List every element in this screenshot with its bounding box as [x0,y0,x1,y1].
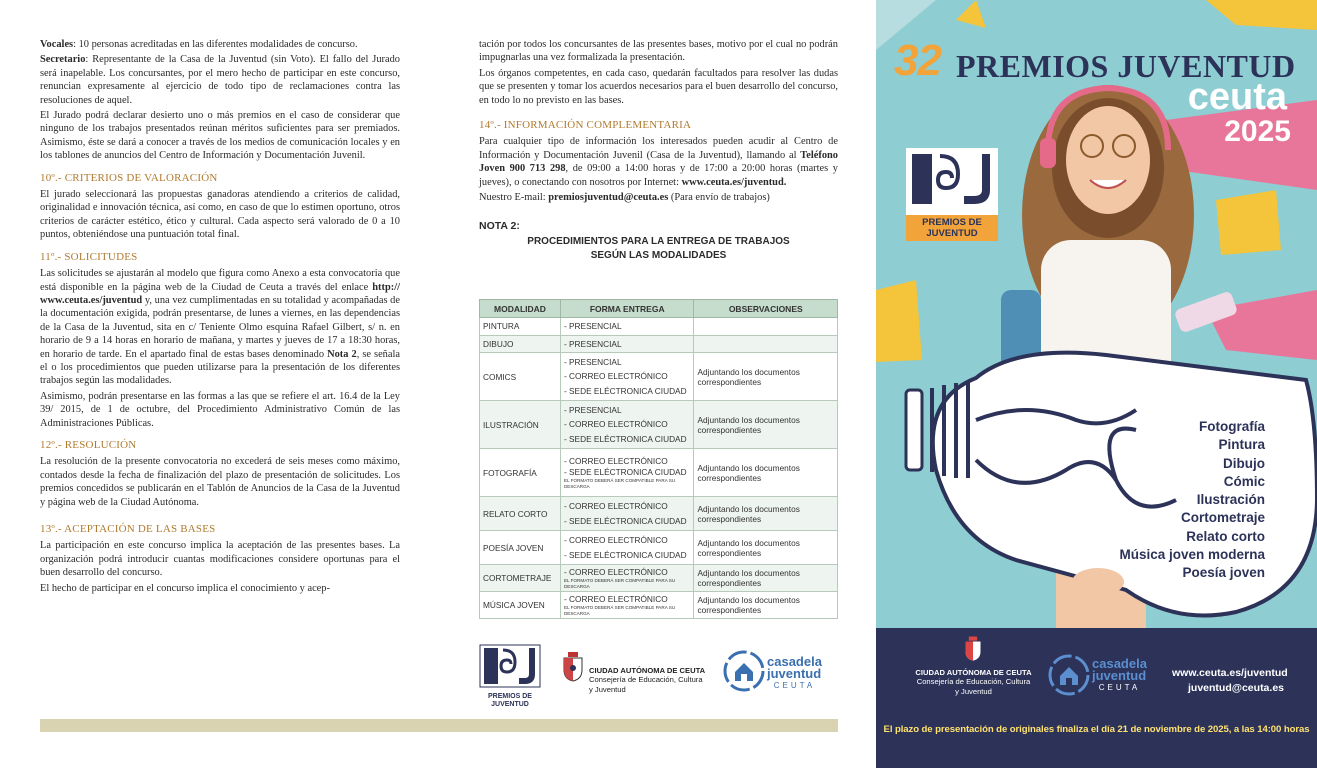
modalidad-cell: RELATO CORTO [480,497,561,531]
section-14-text-a: Para cualquier tipo de información los interesados pueden acudir al Centro de Información y Documentación Juvenil (Casa de la Juventud), llamando al [479,136,838,161]
forma-entrega-line: - PRESENCIAL [563,356,622,367]
section-13-text-1: La participación en este concurso implica la aceptación de las presentes bases. La organización podrá introducir cuantas modificaciones considere oportunas para el buen desarrollo del concurso. [40,540,400,579]
email-label: Nuestro E-mail: [479,192,549,204]
observaciones-cell: Adjuntando los documentos correspondientes [694,449,838,497]
forma-entrega-line: - PRESENCIAL [563,404,622,415]
footer-ca-name: CIUDAD AUTÓNOMA DE CEUTA [915,668,1032,677]
forma-entrega-line: - CORREO ELECTRÓNICO [563,593,668,604]
ciudad-autonoma-logo [561,650,706,700]
footer-ca-sub-1: Consejería de Educación, Cultura [916,677,1031,686]
footer-casa-line-2: juventud [1092,668,1147,683]
jurado-paragraph: El Jurado podrá declarar desierto uno o más premios en el caso de considerar que ninguno de los trabajos presentados reúnan méritos suficientes para ser premiados. Asimismo, éste se dará a conocer a través de los medios de comunicación locales y en los tablones de anuncios del Centro de Información y Documentación Juvenil. [40,110,400,162]
section-11-text-2: Asimismo, podrán presentarse en las formas a las que se refiere el art. 16.4 de la Ley 39/ 2015, de 1 de octubre, del Procedimiento Administrativo Común de las Administraciones Públicas. [40,390,400,429]
table-row [480,592,838,619]
email-paragraph [479,191,838,204]
category-item: Dibujo [1223,455,1265,471]
footer-casa-juventud-icon [1048,654,1090,696]
section-14-text [479,135,838,189]
cover-footer [876,628,1317,768]
header-forma-entrega: FORMA ENTREGA [560,300,694,318]
table-row [480,353,838,401]
casa-line-3: CEUTA [773,681,816,690]
ca-sub-2: y Juventud [589,684,626,694]
forma-entrega-line: - CORREO ELECTRÓNICO [563,371,668,382]
email-link[interactable]: premiosjuventud@ceuta.es [548,192,669,204]
table-row [480,335,838,353]
forma-entrega-line: - CORREO ELECTRÓNICO [563,566,668,577]
section-14-title: 14º.- INFORMACIÓN COMPLEMENTARIA [479,119,692,132]
footer-logos [479,642,839,708]
category-item: Ilustración [1196,492,1265,508]
category-item: Poesía joven [1182,565,1265,581]
nota-2-subtitle-1: PROCEDIMIENTOS PARA LA ENTREGA DE TRABAJOS [527,235,790,247]
forma-entrega-cell [560,318,694,336]
footer-email-link[interactable]: juventud@ceuta.es [1187,682,1284,694]
table-row [480,449,838,497]
cover-pj-logo-text [906,215,998,241]
cover-city: ceuta [1187,76,1287,118]
forma-entrega-line: - SEDE ELÉCTRONICA CIUDAD [563,433,687,444]
footer-ca-text [906,668,1041,696]
ca-name: CIUDAD AUTÓNOMA DE CEUTA [589,666,706,675]
organos-paragraph: Los órganos competentes, en cada caso, quedarán facultados para resolver las dudas que se presenten y tomar los acuerdos necesarios para el buen desarrollo del concurso, en todo lo no previsto en las bases. [479,67,838,106]
forma-entrega-line: - CORREO ELECTRÓNICO [563,419,668,430]
secretario-label: Secretario [40,54,86,66]
table-row [480,497,838,531]
middle-column [479,38,838,262]
cover-panel [876,0,1317,628]
observaciones-cell: Adjuntando los documentos correspondientes [694,401,838,449]
modalidad-cell: MÚSICA JOVEN [480,592,561,619]
table-row [480,318,838,336]
ca-sub-1: Consejería de Educación, Cultura [589,675,703,684]
category-list [1119,418,1265,583]
observaciones-cell: Adjuntando los documentos correspondientes [694,353,838,401]
cover-title: PREMIOS JUVENTUD [956,48,1296,84]
category-item: Pintura [1218,437,1265,453]
forma-entrega-line: - SEDE ELÉCTRONICA CIUDAD [563,549,687,560]
footer-coat-of-arms-icon [963,636,983,662]
category-item: Relato corto [1186,528,1265,544]
casa-juventud-logo [723,650,839,700]
observaciones-cell [694,318,838,336]
modalidad-cell: ILUSTRACIÓN [480,401,561,449]
format-note: EL FORMATO DEBERÁ SER COMPATIBLE PARA SU DESCARGA [563,604,676,616]
modalidad-cell: DIBUJO [480,335,561,353]
cover-pj-logo [906,148,998,240]
modalidad-cell: PINTURA [480,318,561,336]
section-12-title: 12º.- RESOLUCIÓN [40,438,137,451]
category-item: Música joven moderna [1119,547,1265,563]
forma-entrega-line: - CORREO ELECTRÓNICO [563,501,668,511]
forma-entrega-cell [560,497,694,531]
footer-casa-line-1: casadela [1092,656,1147,671]
cover-year: 2025 [1224,115,1291,148]
vocales-text: : 10 personas acreditadas en las diferentes modalidades de concurso. [73,39,358,50]
forma-entrega-cell [560,565,694,592]
section-11-text-c: , se señala el o los procedimientos que pueden utilizarse para la presentación de los diferentes trabajos según las modalidades. [40,348,400,387]
cover-pj-line-1: PREMIOS DE [922,217,982,228]
forma-entrega-line: - SEDE ELÉCTRONICA CIUDAD [563,385,687,396]
juventud-link[interactable]: http:// www.ceuta.es/juventud [40,281,400,306]
section-10-title: 10º.- CRITERIOS DE VALORACIÓN [40,171,218,184]
category-item: Cómic [1223,473,1265,489]
section-13-text-2: El hecho de participar en el concurso implica el conocimiento y acep- [40,582,330,594]
forma-entrega-line: - PRESENCIAL [563,338,622,349]
category-item: Fotografía [1199,419,1265,434]
phone-number: Teléfono Joven 900 713 298 [479,149,838,175]
left-column [40,38,400,597]
modalidad-cell: POESÍA JOVEN [480,531,561,565]
cover-pj-line-2: JUVENTUD [926,228,978,239]
pj-logo-line-2: JUVENTUD [491,701,529,708]
modalidad-cell: CORTOMETRAJE [480,565,561,592]
nota-2-ref: Nota 2 [327,348,357,360]
table-row [480,401,838,449]
forma-entrega-cell [560,401,694,449]
nota-2-subtitle-2: SEGÚN LAS MODALIDADES [590,249,727,261]
observaciones-cell: Adjuntando los documentos correspondientes [694,531,838,565]
section-11-text [40,267,400,388]
forma-entrega-cell [560,449,694,497]
footer-web-link[interactable]: www.ceuta.es/juventud [1172,667,1288,679]
footer-casa-text [1092,658,1147,694]
header-modalidad: MODALIDAD [480,300,561,318]
header-observaciones: OBSERVACIONES [694,300,838,318]
forma-entrega-line: - PRESENCIAL [563,321,622,331]
forma-entrega-line: - SEDE ELÉCTRONICA CIUDAD [563,515,687,526]
pj-logo-icon [479,644,541,688]
deadline-notice: El plazo de presentación de originales finaliza el día 21 de noviembre de 2025, a las 14:00 horas [883,724,1310,735]
casa-juventud-icon [723,650,765,692]
web-link[interactable]: www.ceuta.es/juventud. [681,176,787,188]
premios-juventud-logo [479,644,541,708]
forma-entrega-line: - CORREO ELECTRÓNICO [563,455,668,466]
bottom-decorative-bar [40,719,838,732]
pj-logo-line-1: PREMIOS DE [488,693,532,700]
footer-casa-line-3: CEUTA [1098,683,1141,692]
coat-of-arms-icon [561,652,585,682]
forma-entrega-line: - CORREO ELECTRÓNICO [563,535,668,545]
section-11-title: 11º.- SOLICITUDES [40,250,138,263]
observaciones-cell: Adjuntando los documentos correspondientes [694,565,838,592]
vocales-label: Vocales [40,39,74,50]
cover-pj-icon [906,148,998,210]
secretario-text: : Representante de la Casa de la Juventud (sin Voto). El fallo del Jurado será inapelable. Los concursantes, por el mero hecho de participar en este concurso, renuncian expresamente al ejercicio de todo tipo de reclamaciones contra las resoluciones de aquel. [40,54,400,106]
forma-entrega-cell [560,353,694,401]
forma-entrega-cell [560,531,694,565]
section-10-text: El jurado seleccionará las propuestas ganadoras atendiendo a criterios de calidad, originalidad e innovación técnica, así como, en caso de que lo estimen oportuno, otros criterios de carácter estético, ético y cultural. Cada aspecto será valorado de 0 a 10 puntos, obteniéndose una puntuación total final. [40,189,400,241]
section-12-text: La resolución de la presente convocatoria no excederá de seis meses como máximo, contados desde la fecha de finalización del plazo de presentación de solicitudes. Los premios concedidos se publicarán en el Tablón de Anuncios de la Casa de la Juventud y página web de la Ciudad Autónoma. [40,456,400,508]
format-note: EL FORMATO DEBERÁ SER COMPATIBLE PARA SU DESCARGA [563,577,676,589]
section-14-text-b: , de 09:00 a 14:00 horas y de 17:00 a 20:00 horas (martes y jueves), o conectando con nosotros por Internet: [479,163,838,188]
forma-entrega-line: - SEDE ELÉCTRONICA CIUDAD [563,466,687,477]
casa-line-2: juventud [767,666,822,681]
observaciones-cell [694,335,838,353]
modalidad-cell: COMICS [480,353,561,401]
nota-2-title: NOTA 2: [479,220,520,233]
table-row [480,565,838,592]
email-note: (Para envío de trabajos) [668,192,770,204]
observaciones-cell: Adjuntando los documentos correspondientes [694,497,838,531]
footer-ca-sub-2: y Juventud [955,686,992,696]
secretario-paragraph [40,53,400,107]
footer-contact [1172,666,1288,696]
modalities-table [479,299,838,619]
observaciones-cell: Adjuntando los documentos correspondientes [694,592,838,619]
edition-number: 32 [894,36,941,85]
category-item: Cortometraje [1180,510,1265,526]
table-header-row [480,300,838,318]
modalidad-cell: FOTOGRAFÍA [480,449,561,497]
casa-line-1: casadela [767,654,822,669]
ca-text [589,666,709,694]
section-13-title: 13º.- ACEPTACIÓN DE LAS BASES [40,523,216,535]
section-11-text-b: y, una vez cumplimentadas en su totalidad y acompañadas de la documentación exigida, podrán presentarse, de lunes a viernes, en las dependencias de la Casa de la Juventud, sita en c/ Teniente Olmo esquina Rafael Gilbert, s/ n. en horario de 9 a 14 horas en horario de mañana, y martes y jueves de 17 a 18:30 horas, en horario de tarde. En el apartado final de estas bases denominado [40,294,400,360]
vocales-paragraph [40,38,400,51]
pj-logo-text [479,693,541,709]
table-row [480,531,838,565]
section-11-text-a: Las solicitudes se ajustarán al modelo que figura como Anexo a esta convocatoria que está disponible en la página web de la Ciudad de Ceuta a través del enlace [40,268,400,293]
format-note: EL FORMATO DEBERÁ SER COMPATIBLE PARA SU DESCARGA [563,477,676,489]
forma-entrega-cell [560,592,694,619]
forma-entrega-cell [560,335,694,353]
continuation-paragraph: tación por todos los concursantes de las presentes bases, motivo por el cual no podrán impugnarlas una vez formalizada la presentación. [479,39,838,64]
casa-text [767,656,822,692]
